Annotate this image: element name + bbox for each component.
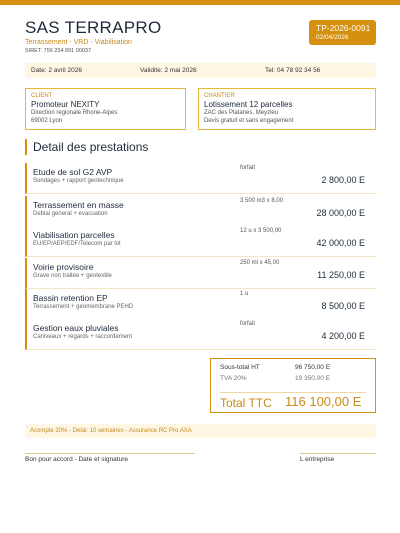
quote-badge (309, 20, 376, 45)
item-name: Terrassement en masse (33, 200, 124, 210)
info-validity: Validite: 2 mai 2026 (140, 67, 197, 74)
item-quantity: forfait (240, 321, 256, 327)
vat-value: 19 350,00 E (295, 375, 331, 382)
item-name: Viabilisation parcelles (33, 230, 115, 240)
info-bar (25, 63, 376, 78)
site-name: Lotissement 12 parcelles (204, 100, 293, 109)
item-name: Bassin retention EP (33, 293, 108, 303)
signature-line-right (300, 453, 376, 454)
site-label: CHANTIER (204, 93, 235, 99)
item-quantity: 3 500 m3 x 8,00 (240, 198, 284, 204)
item-quantity: forfait (240, 165, 256, 171)
item-description: Terrassement + geomembrane PEHD (33, 304, 134, 310)
item-total: 28 000,00 E (316, 208, 365, 218)
subtotal-row (220, 364, 366, 375)
vat-label: TVA 20% (220, 375, 247, 382)
quote-number: TP-2026-0091 (316, 23, 371, 33)
client-name: Promoteur NEXITY (31, 100, 100, 109)
line-item (25, 258, 376, 289)
signature-client-label: Bon pour accord - Date et signature (25, 456, 128, 463)
line-item (25, 226, 376, 257)
company-name: SAS TERRAPRO (25, 18, 162, 37)
total-ttc-label: Total TTC (220, 396, 272, 410)
line-item (25, 196, 376, 227)
total-ttc-row (220, 392, 366, 410)
item-total: 8 500,00 E (321, 301, 365, 311)
item-description: EU/EP/AEP/EDF/Telecom par lot (33, 241, 121, 247)
line-item (25, 289, 376, 320)
top-accent-bar (0, 0, 400, 5)
section-title: Detail des prestations (25, 139, 148, 155)
client-address-line: Direction regionale Rhone-Alpes (31, 110, 118, 116)
item-total: 42 000,00 E (316, 238, 365, 248)
info-phone: Tel: 04 78 92 34 56 (265, 67, 321, 74)
company-siret: SIRET: 756 234 891 00037 (25, 48, 92, 54)
info-date: Date: 2 avril 2026 (31, 67, 82, 74)
line-item (25, 319, 376, 350)
item-name: Voirie provisoire (33, 262, 94, 272)
total-ttc-value: 116 100,00 E (285, 394, 362, 409)
site-note: Devis gratuit et sans engagement (204, 118, 294, 124)
signature-line-left (25, 453, 195, 454)
item-total: 2 800,00 E (321, 175, 365, 185)
company-header (25, 18, 162, 54)
item-description: Sondages + rapport geotechnique (33, 178, 124, 184)
item-name: Etude de sol G2 AVP (33, 167, 113, 177)
client-label: CLIENT (31, 93, 53, 99)
client-box (25, 88, 186, 130)
client-city: 69002 Lyon (31, 118, 63, 124)
quote-date: 02/04/2026 (316, 34, 349, 41)
item-description: Caniveaux + regards + raccordement (33, 334, 133, 340)
subtotal-label: Sous-total HT (220, 364, 260, 371)
item-total: 11 250,00 E (317, 270, 365, 280)
item-total: 4 200,00 E (321, 331, 365, 341)
company-tagline: Terrassement - VRD - Viabilisation (25, 39, 132, 46)
item-quantity: 12 u x 3 500,00 (240, 228, 282, 234)
item-name: Gestion eaux pluviales (33, 323, 119, 333)
subtotal-value: 96 750,00 E (295, 364, 331, 371)
terms-bar: Acompte 20% - Delai: 10 semaines - Assurance RC Pro AXA (25, 424, 376, 438)
site-box (198, 88, 376, 130)
line-item (25, 163, 376, 194)
vat-row (220, 375, 366, 386)
item-quantity: 1 u (240, 291, 249, 297)
item-description: Deblai general + evacuation (33, 211, 108, 217)
item-quantity: 250 ml x 45,00 (240, 260, 280, 266)
totals-box (210, 358, 376, 413)
site-address: ZAC des Platanes, Meyzieu (204, 110, 279, 116)
signature-company-label: L entreprise (300, 456, 335, 463)
item-description: Grave non traitee + geotextile (33, 273, 112, 279)
